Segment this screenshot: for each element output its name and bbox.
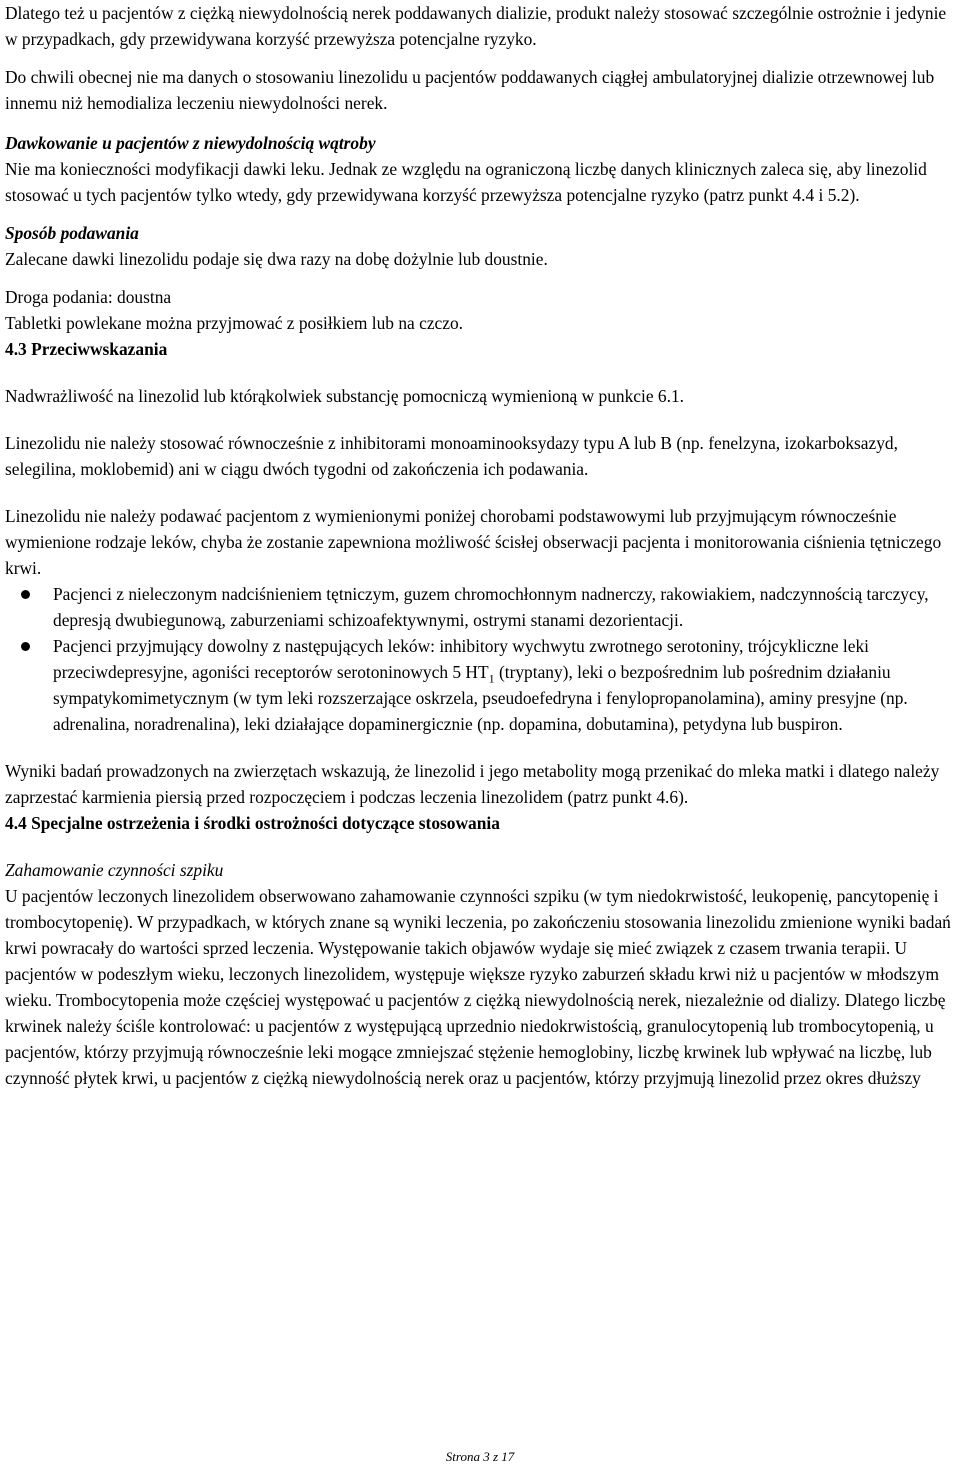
heading-contraindications: 4.3 Przeciwwskazania	[5, 339, 168, 359]
bullet-text-drugs-pre: Pacjenci przyjmujący dowolny z następujących leków: inhibitory wychwytu zwrotnego serotoniny, trójcykliczne leki przeciwdepresyjne, agoniści receptorów serotoninowych 5 HT	[53, 636, 870, 682]
paragraph-dialysis-caution: Dlatego też u pacjentów z ciężką niewydolnością nerek poddawanych dializie, produkt należy stosować szczególnie ostrożnie i jedynie w przypadkach, gdy przewidywana korzyść przewyższa potencjalne ryzyko.	[5, 3, 947, 49]
section-administration	[5, 220, 957, 272]
bullet-text-drugs-post: (tryptany), leki o bezpośrednim lub pośrednim działaniu sympatykomimetycznym (w tym leki rozszerzające oskrzela, pseudoefedryna i fenylopropanolamina), aminy presyjne (np. adrenalina, noradrenalina), leki działające dopaminergicznie (np. dopamina, dobutamina), petydyna lub buspiron.	[53, 662, 908, 734]
paragraph-liver-dosing: Nie ma konieczności modyfikacji dawki leku. Jednak ze względu na ograniczoną liczbę danych klinicznych zaleca się, aby linezolid stosować u tych pacjentów tylko wtedy, gdy przewidywana korzyść przewyższa potencjalne ryzyko (patrz punkt 4.4 i 5.2).	[5, 159, 927, 205]
heading-warnings: 4.4 Specjalne ostrzeżenia i środki ostrożności dotyczące stosowania	[5, 813, 500, 833]
heading-route: Droga podania: doustna	[5, 287, 172, 307]
bullet-text-conditions: Pacjenci z nieleczonym nadciśnieniem tętniczym, guzem chromochłonnym nadnerczy, rakowiakiem, nadczynnością tarczycy, depresją dwubiegunową, zaburzeniami schizoafektywnymi, ostrymi stanami dezorientacji.	[53, 584, 929, 630]
list-item	[5, 633, 957, 737]
paragraph-bone-marrow: U pacjentów leczonych linezolidem obserwowano zahamowanie czynności szpiku (w tym niedokrwistość, leukopenię, pancytopenię i trombocytopenię). W przypadkach, w których znane są wyniki leczenia, po zakończeniu stosowania linezolidu zmienione wyniki badań krwi powracały do wartości sprzed leczenia. Występowanie takich objawów wydaje się mieć związek z czasem trwania terapii. U pacjentów w podeszłym wieku, leczonych linezolidem, występuje większe ryzyko zaburzeń składu krwi niż u pacjentów w młodszym wieku. Trombocytopenia może częściej występować u pacjentów z ciężką niewydolnością nerek, niezależnie od dializy. Dlatego liczbę krwinek należy ściśle kontrolować: u pacjentów z występującą uprzednio niedokrwistością, granulocytopenią lub trombocytopenią, u pacjentów, którzy przyjmują równocześnie leki mogące zmniejszać stężenie hemoglobiny, liczbę krwinek lub wpływać na liczbę, lub czynność płytek krwi, u pacjentów z ciężką niewydolnością nerek oraz u pacjentów, którzy przyjmują linezolid przez okres dłuższy	[5, 886, 951, 1088]
section-liver-dosing	[5, 130, 957, 208]
paragraph-route: Tabletki powlekane można przyjmować z posiłkiem lub na czczo.	[5, 313, 464, 333]
paragraph-mao-inhibitors: Linezolidu nie należy stosować równocześnie z inhibitorami monoaminooksydazy typu A lub B (np. fenelzyna, izokarboksazyd, selegilina, moklobemid) ani w ciągu dwóch tygodni od zakończenia ich podawania.	[5, 433, 898, 479]
section-bone-marrow	[5, 857, 957, 1091]
subscript-ht: 1	[488, 671, 495, 686]
document-page	[5, 0, 957, 1091]
paragraph-dialysis-no-data: Do chwili obecnej nie ma danych o stosowaniu linezolidu u pacjentów poddawanych ciągłej ambulatoryjnej dializie otrzewnowej lub innemu niż hemodializa leczeniu niewydolności nerek.	[5, 67, 935, 113]
heading-liver-dosing: Dawkowanie u pacjentów z niewydolnością wątroby	[5, 133, 376, 153]
paragraph-hypersensitivity: Nadwrażliwość na linezolid lub którąkolwiek substancję pomocniczą wymienioną w punkcie 6.1.	[5, 386, 685, 406]
contraindications-list	[5, 581, 957, 737]
paragraph-monitoring: Linezolidu nie należy podawać pacjentom z wymienionymi poniżej chorobami podstawowymi lub przyjmującym równocześnie wymienione rodzaje leków, chyba że zostanie zapewniona możliwość ścisłej obserwacji pacjenta i monitorowania ciśnienia tętniczego krwi.	[5, 506, 942, 578]
heading-administration: Sposób podawania	[5, 223, 139, 243]
heading-bone-marrow: Zahamowanie czynności szpiku	[5, 860, 224, 880]
page-number-footer: Strona 3 z 17	[445, 1449, 515, 1464]
section-route	[5, 284, 957, 336]
list-item	[5, 581, 957, 633]
bullet-icon	[21, 642, 30, 651]
paragraph-breastfeeding: Wyniki badań prowadzonych na zwierzętach wskazują, że linezolid i jego metabolity mogą przenikać do mleka matki i dlatego należy zaprzestać karmienia piersią przed rozpoczęciem i podczas leczenia linezolidem (patrz punkt 4.6).	[5, 761, 940, 807]
paragraph-administration: Zalecane dawki linezolidu podaje się dwa razy na dobę dożylnie lub doustnie.	[5, 249, 548, 269]
bullet-icon	[21, 590, 30, 599]
